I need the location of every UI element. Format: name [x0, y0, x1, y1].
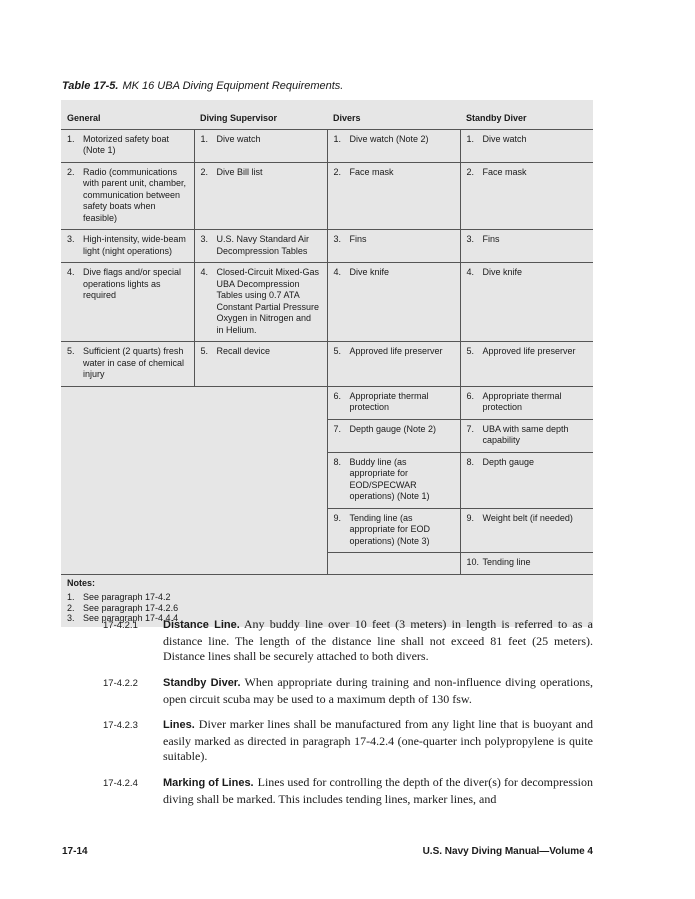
- item-text: Buddy line (as appropriate for EOD/SPECWAR operations) (Note 1): [349, 456, 430, 501]
- item-text: Dive Bill list: [216, 166, 263, 177]
- header-standby-diver: Standby Diver: [460, 100, 593, 129]
- equipment-requirements-table: [61, 100, 593, 627]
- item-text: Dive watch: [482, 133, 527, 144]
- header-divers: Divers: [327, 100, 460, 129]
- table-row: [61, 386, 593, 419]
- table-row: [61, 342, 593, 387]
- item-number: 6.: [466, 390, 475, 401]
- item-text: Approved life preserver: [349, 346, 443, 356]
- item-text: Dive watch (Note 2): [349, 133, 429, 144]
- item-text: Dive knife: [482, 267, 523, 277]
- standby-cell: [460, 553, 593, 575]
- note-text: See paragraph 17-4.2: [83, 592, 171, 602]
- divers-cell: [327, 452, 460, 508]
- supervisor-cell: [194, 263, 327, 342]
- table-row: [61, 129, 593, 162]
- supervisor-cell: [194, 342, 327, 387]
- item-number: 9.: [333, 512, 342, 523]
- item-text: Weight belt (if needed): [482, 512, 573, 523]
- paragraph-number: 17-4.2.4: [103, 778, 138, 789]
- paragraph-number: 17-4.2.1: [103, 620, 138, 631]
- item-number: 2.: [200, 166, 209, 177]
- divers-cell: [327, 342, 460, 387]
- general-cell: [61, 342, 194, 387]
- paragraph-number: 17-4.2.3: [103, 720, 138, 731]
- standby-cell: [460, 452, 593, 508]
- item-text: Dive knife: [349, 267, 390, 277]
- table-row: [61, 230, 593, 263]
- item-text: UBA with same depth capability: [482, 423, 569, 445]
- paragraph-marking-of-lines: [103, 775, 593, 807]
- divers-cell: [327, 263, 460, 342]
- item-number: 4.: [200, 267, 209, 277]
- paragraph-heading: Distance Line.: [163, 619, 240, 631]
- item-number: 1.: [333, 133, 342, 144]
- item-text: Depth gauge: [482, 456, 535, 467]
- supervisor-cell: [194, 230, 327, 263]
- item-number: 9.: [466, 512, 475, 523]
- item-text: Fins: [482, 234, 500, 244]
- item-text: Fins: [349, 234, 367, 244]
- item-number: 8.: [333, 456, 342, 467]
- divers-cell: [327, 508, 460, 553]
- table-row: [61, 162, 593, 230]
- item-text: Appropriate thermal protection: [482, 390, 562, 412]
- paragraph-standby-diver: [103, 675, 593, 707]
- item-number: 5.: [466, 346, 475, 356]
- item-text: Tending line: [482, 557, 531, 567]
- item-text: Motorized safety boat (Note 1): [83, 133, 170, 155]
- note-number: 3.: [67, 613, 75, 623]
- item-number: 2.: [67, 166, 75, 177]
- item-text: U.S. Navy Standard Air Decompression Tables: [216, 234, 310, 256]
- empty-cell: [61, 386, 327, 574]
- note-text: See paragraph 17-4.4.4: [83, 613, 179, 623]
- general-cell: [61, 129, 194, 162]
- item-text: Face mask: [349, 166, 394, 177]
- paragraph-heading: Lines.: [163, 719, 195, 731]
- divers-cell: [327, 162, 460, 230]
- standby-cell: [460, 342, 593, 387]
- table-caption: [62, 80, 343, 92]
- paragraph-body: Lines used for controlling the depth of the diver(s) for decompression diving shall be marked. This includes tending lines, marker lines, and: [163, 775, 593, 806]
- item-number: 4.: [333, 267, 342, 277]
- item-text: Face mask: [482, 166, 527, 177]
- divers-cell: [327, 129, 460, 162]
- standby-cell: [460, 162, 593, 230]
- item-number: 7.: [466, 423, 475, 434]
- divers-cell: [327, 230, 460, 263]
- item-text: High-intensity, wide-beam light (night operations): [83, 234, 186, 256]
- table-number: Table 17-5.: [62, 80, 119, 92]
- item-number: 3.: [200, 234, 209, 244]
- general-cell: [61, 162, 194, 230]
- paragraph-number: 17-4.2.2: [103, 678, 138, 689]
- standby-cell: [460, 508, 593, 553]
- general-cell: [61, 263, 194, 342]
- paragraph-body: When appropriate during training and non-influence diving operations, open circuit scuba may be used to a maximum depth of 130 fsw.: [163, 675, 593, 706]
- item-text: Sufficient (2 quarts) fresh water in case of chemical injury: [83, 346, 185, 379]
- item-number: 3.: [333, 234, 342, 244]
- item-number: 5.: [67, 346, 75, 356]
- item-text: Tending line (as appropriate for EOD operations) (Note 3): [349, 512, 431, 546]
- standby-cell: [460, 419, 593, 452]
- header-diving-supervisor: Diving Supervisor: [194, 100, 327, 129]
- note-number: 2.: [67, 602, 75, 613]
- paragraph-body: Any buddy line over 10 feet (3 meters) in length is referred to as a distance line. The length of the distance line shall not exceed 81 feet (25 meters). Distance lines shall be securely attached to both divers.: [163, 617, 593, 663]
- divers-cell: [327, 386, 460, 419]
- note-number: 1.: [67, 592, 75, 602]
- item-number: 4.: [466, 267, 475, 277]
- paragraph-lines: [103, 717, 593, 765]
- table-header-row: [61, 100, 593, 129]
- header-general: General: [61, 100, 194, 129]
- standby-cell: [460, 230, 593, 263]
- item-text: Radio (communications with parent unit, chamber, communication between safety boats when feasible): [83, 166, 187, 223]
- divers-cell-empty: [327, 553, 460, 575]
- item-text: Recall device: [216, 346, 271, 356]
- standby-cell: [460, 129, 593, 162]
- item-number: 5.: [333, 346, 342, 356]
- note-text: See paragraph 17-4.2.6: [83, 602, 179, 613]
- paragraph-distance-line: [103, 617, 593, 665]
- table-row: [61, 263, 593, 342]
- table-title-text: MK 16 UBA Diving Equipment Requirements.: [122, 80, 344, 92]
- item-number: 4.: [67, 267, 75, 277]
- general-cell: [61, 230, 194, 263]
- item-number: 1.: [67, 133, 75, 144]
- supervisor-cell: [194, 129, 327, 162]
- manual-title: U.S. Navy Diving Manual—Volume 4: [422, 846, 593, 857]
- note-item: [67, 592, 587, 603]
- paragraph-heading: Marking of Lines.: [163, 777, 254, 789]
- supervisor-cell: [194, 162, 327, 230]
- divers-cell: [327, 419, 460, 452]
- item-number: 2.: [466, 166, 475, 177]
- item-number: 1.: [466, 133, 475, 144]
- item-number: 3.: [67, 234, 75, 244]
- item-text: Closed-Circuit Mixed-Gas UBA Decompression Tables using 0.7 ATA Constant Partial Pressure Oxygen in Nitrogen and in Helium.: [216, 267, 320, 335]
- paragraph-heading: Standby Diver.: [163, 677, 241, 689]
- item-text: Depth gauge (Note 2): [349, 423, 437, 434]
- item-number: 5.: [200, 346, 209, 356]
- item-text: Dive watch: [216, 133, 261, 144]
- item-text: Approved life preserver: [482, 346, 576, 356]
- standby-cell: [460, 386, 593, 419]
- item-number: 10.: [466, 557, 480, 567]
- item-number: 3.: [466, 234, 475, 244]
- standby-cell: [460, 263, 593, 342]
- page-number: 17-14: [62, 846, 88, 857]
- paragraph-body: Diver marker lines shall be manufactured from any light line that is buoyant and easily marked as directed in paragraph 17-4.2.4 (one-quarter inch polypropylene is quite suitable).: [163, 717, 593, 763]
- notes-label: Notes:: [67, 577, 96, 588]
- note-item: [67, 603, 587, 614]
- item-number: 7.: [333, 423, 342, 434]
- item-number: 6.: [333, 390, 342, 401]
- item-number: 2.: [333, 166, 342, 177]
- item-text: Appropriate thermal protection: [349, 390, 429, 412]
- item-number: 1.: [200, 133, 209, 144]
- item-number: 8.: [466, 456, 475, 467]
- item-text: Dive flags and/or special operations lights as required: [83, 267, 182, 300]
